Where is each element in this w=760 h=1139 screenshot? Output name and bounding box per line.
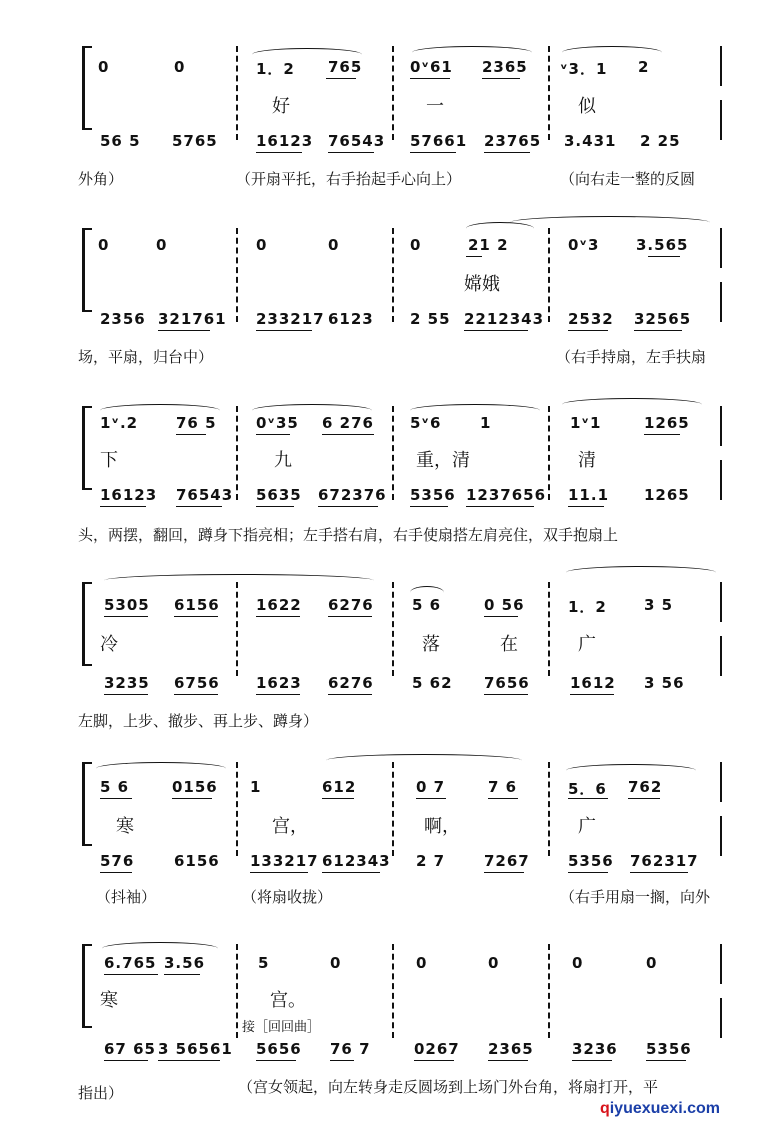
accomp-note: 2365	[488, 1040, 534, 1058]
slur	[326, 754, 522, 767]
underline	[172, 798, 212, 799]
accomp-note: 1237656	[466, 486, 547, 504]
voice-note: 5 6	[412, 596, 442, 614]
lyric: 重，清	[416, 450, 470, 471]
lyric: 在	[500, 634, 518, 655]
underline	[164, 974, 200, 975]
voice-note: 5305	[104, 596, 150, 614]
stage-direction: （向右走一整的反圆	[560, 170, 696, 188]
voice-note: 612	[322, 778, 357, 796]
accomp-note: 3 56	[644, 674, 685, 692]
barline-end	[720, 944, 722, 984]
voice-note: 1．2	[256, 60, 295, 78]
barline	[548, 762, 550, 856]
underline	[322, 872, 380, 873]
barline	[392, 944, 394, 1038]
barline	[392, 582, 394, 676]
underline	[644, 434, 680, 435]
underline	[568, 872, 608, 873]
barline	[236, 406, 238, 500]
accomp-note: 612343	[322, 852, 391, 870]
voice-note: 0	[646, 954, 658, 972]
accomp-note: 5765	[172, 132, 218, 150]
underline	[570, 694, 614, 695]
voice-note: 1ᵛ1	[570, 414, 602, 432]
barline	[236, 762, 238, 856]
underline	[628, 798, 660, 799]
accomp-note: 5356	[410, 486, 456, 504]
accomp-note: 1612	[570, 674, 616, 692]
underline	[410, 506, 448, 507]
underline	[568, 330, 608, 331]
voice-note: 1	[250, 778, 262, 796]
voice-note: 0	[330, 954, 342, 972]
underline	[250, 872, 308, 873]
underline	[568, 506, 604, 507]
system-brace	[82, 228, 91, 312]
slur	[104, 574, 374, 587]
accomp-note: 2 25	[640, 132, 681, 150]
lyric: 冷	[100, 634, 118, 655]
lyric: 一	[426, 96, 444, 117]
barline	[236, 228, 238, 322]
underline	[104, 616, 148, 617]
underline	[464, 330, 528, 331]
accomp-note: 11.1	[568, 486, 610, 504]
voice-note: 0 7	[416, 778, 446, 796]
accomp-note: 672376	[318, 486, 387, 504]
score-system-5	[0, 754, 760, 944]
voice-note: 0ᵛ61	[410, 58, 453, 76]
underline	[100, 798, 132, 799]
system-brace	[82, 762, 91, 846]
stage-direction: （右手持扇，左手扶扇	[556, 348, 707, 366]
underline	[414, 1060, 454, 1061]
lyric: 宫。	[270, 990, 306, 1011]
stage-direction: （右手用扇一搁，向外	[560, 888, 711, 906]
voice-note: 1．2	[568, 598, 607, 616]
barline	[548, 582, 550, 676]
underline	[484, 152, 530, 153]
accomp-note: 67 65	[104, 1040, 156, 1058]
slur	[566, 566, 716, 579]
accomp-note: 3236	[572, 1040, 618, 1058]
barline-end	[720, 460, 722, 500]
accomp-note: 2 7	[416, 852, 446, 870]
underline	[174, 616, 218, 617]
lyric: 宫，	[272, 816, 308, 837]
barline-end	[720, 228, 722, 268]
accomp-note: 233217	[256, 310, 325, 328]
accomp-note: 32565	[634, 310, 692, 328]
voice-note: 3 5	[644, 596, 674, 614]
accomp-note: 6156	[174, 852, 220, 870]
barline-end	[720, 762, 722, 802]
stage-direction: 外角）	[78, 170, 124, 188]
underline	[484, 616, 518, 617]
accomp-note: 76543	[176, 486, 234, 504]
voice-note: 0	[98, 236, 110, 254]
site-watermark: qiyuexuexi.com	[599, 1100, 720, 1117]
barline	[392, 762, 394, 856]
underline	[100, 506, 146, 507]
underline	[466, 506, 534, 507]
voice-note: 0	[174, 58, 186, 76]
voice-note: 5．6	[568, 780, 607, 798]
voice-note: 6 276	[322, 414, 374, 432]
underline	[104, 694, 148, 695]
underline	[484, 872, 524, 873]
accomp-note: 6123	[328, 310, 374, 328]
tune-cue: 接［回回曲］	[242, 1020, 321, 1035]
underline	[646, 1060, 686, 1061]
lyric: 啊，	[424, 816, 460, 837]
score-system-6	[0, 936, 760, 1126]
lyric: 好	[272, 96, 290, 117]
slur	[96, 762, 226, 775]
underline	[634, 330, 682, 331]
accomp-note: 321761	[158, 310, 227, 328]
underline	[322, 798, 354, 799]
score-system-2	[0, 220, 760, 410]
barline-end	[720, 100, 722, 140]
score-system-1	[0, 38, 760, 228]
slur	[562, 398, 702, 411]
underline	[256, 616, 300, 617]
slur	[510, 216, 710, 229]
underline	[630, 872, 688, 873]
barline-end	[720, 636, 722, 676]
voice-note: 3.56	[164, 954, 206, 972]
underline	[416, 798, 446, 799]
underline	[328, 152, 374, 153]
accomp-note: 2532	[568, 310, 614, 328]
barline	[236, 582, 238, 676]
underline	[328, 616, 372, 617]
underline	[174, 694, 218, 695]
underline	[104, 974, 158, 975]
voice-note: 0 56	[484, 596, 525, 614]
voice-note: 0	[156, 236, 168, 254]
voice-note: 5	[258, 954, 270, 972]
accomp-note: 5356	[646, 1040, 692, 1058]
barline	[392, 228, 394, 322]
system-brace	[82, 46, 91, 130]
underline	[104, 1060, 148, 1061]
accomp-note: 576	[100, 852, 135, 870]
barline-end	[720, 46, 722, 86]
voice-note: 2365	[482, 58, 528, 76]
barline	[548, 46, 550, 140]
lyric: 落	[422, 634, 440, 655]
system-brace	[82, 582, 91, 666]
score-system-4	[0, 574, 760, 764]
stage-direction: （将扇收拢）	[242, 888, 333, 906]
accomp-note: 5 62	[412, 674, 453, 692]
barline-end	[720, 582, 722, 622]
underline	[328, 694, 372, 695]
accomp-note: 7267	[484, 852, 530, 870]
barline	[548, 944, 550, 1038]
accomp-note: 56 5	[100, 132, 141, 150]
voice-note: 0ᵛ35	[256, 414, 299, 432]
underline	[330, 1060, 354, 1061]
accomp-note: 5356	[568, 852, 614, 870]
voice-note: 0	[98, 58, 110, 76]
accomp-note: 3.431	[564, 132, 617, 150]
stage-direction: 指出）	[78, 1084, 124, 1102]
stage-direction: 场，平扇，归台中）	[78, 348, 214, 366]
underline	[410, 78, 450, 79]
underline	[256, 330, 312, 331]
voice-note: 21 2	[468, 236, 509, 254]
underline	[158, 330, 210, 331]
voice-note: 7 6	[488, 778, 518, 796]
stage-direction: （宫女领起，向左转身走反圆场到上场门外台角，将扇打开，平	[238, 1078, 659, 1096]
voice-note: 0	[256, 236, 268, 254]
barline	[548, 406, 550, 500]
voice-note: 2	[638, 58, 650, 76]
accomp-note: 133217	[250, 852, 319, 870]
voice-note: 1265	[644, 414, 690, 432]
barline	[392, 406, 394, 500]
accomp-note: 762317	[630, 852, 699, 870]
barline-end	[720, 282, 722, 322]
voice-note: 0156	[172, 778, 218, 796]
underline	[648, 256, 680, 257]
accomp-note: 76543	[328, 132, 386, 150]
underline	[322, 434, 374, 435]
accomp-note: 2212343	[464, 310, 545, 328]
voice-note: 5ᵛ6	[410, 414, 442, 432]
accomp-note: 1623	[256, 674, 302, 692]
voice-note: 0	[410, 236, 422, 254]
underline	[256, 694, 300, 695]
accomp-note: 3235	[104, 674, 150, 692]
underline	[484, 694, 528, 695]
accomp-note: 2 55	[410, 310, 451, 328]
underline	[256, 1060, 296, 1061]
lyric: 九	[274, 450, 292, 471]
underline	[466, 256, 482, 257]
accomp-note: 1265	[644, 486, 690, 504]
voice-note: 0ᵛ3	[568, 236, 600, 254]
lyric: 寒	[116, 816, 134, 837]
system-brace	[82, 944, 91, 1028]
barline	[548, 228, 550, 322]
lyric: 广	[578, 816, 596, 837]
voice-note: 5 6	[100, 778, 130, 796]
barline	[236, 46, 238, 140]
system-brace	[82, 406, 91, 490]
accomp-note: 16123	[256, 132, 314, 150]
underline	[488, 798, 518, 799]
lyric: 似	[578, 96, 596, 117]
lyric: 嫦娥	[464, 274, 500, 295]
voice-note: 765	[328, 58, 363, 76]
voice-note: 762	[628, 778, 663, 796]
stage-direction: 左脚，上步、撤步、再上步、蹲身）	[78, 712, 319, 730]
voice-note: 76 5	[176, 414, 217, 432]
stage-direction: 头，两摆，翻回，蹲身下指亮相；左手搭右肩，右手使扇搭左肩亮住，双手抱扇上	[78, 526, 619, 544]
underline	[572, 1060, 612, 1061]
voice-note: 0	[416, 954, 428, 972]
underline	[256, 434, 290, 435]
accomp-note: 6276	[328, 674, 374, 692]
underline	[100, 872, 132, 873]
underline	[318, 506, 378, 507]
accomp-note: 6756	[174, 674, 220, 692]
underline	[256, 152, 302, 153]
accomp-note: 57661	[410, 132, 468, 150]
underline	[410, 152, 456, 153]
voice-note: 0	[572, 954, 584, 972]
score-system-3	[0, 398, 760, 588]
voice-note: 3.565	[636, 236, 689, 254]
lyric: 寒	[100, 990, 118, 1011]
accomp-note: 0267	[414, 1040, 460, 1058]
underline	[256, 506, 294, 507]
voice-note: ᵛ3．1	[560, 60, 608, 78]
stage-direction: （开扇平托，右手抬起手心向上）	[236, 170, 462, 188]
voice-note: 6156	[174, 596, 220, 614]
voice-note: 1ᵛ.2	[100, 414, 139, 432]
voice-note: 0	[488, 954, 500, 972]
slur	[566, 764, 696, 777]
voice-note: 6.765	[104, 954, 157, 972]
underline	[482, 78, 520, 79]
lyric: 广	[578, 634, 596, 655]
barline	[236, 944, 238, 1038]
underline	[568, 798, 608, 799]
barline-end	[720, 816, 722, 856]
underline	[176, 506, 222, 507]
underline	[488, 1060, 528, 1061]
accomp-note: 76 7	[330, 1040, 371, 1058]
barline-end	[720, 998, 722, 1038]
voice-note: 1622	[256, 596, 302, 614]
lyric: 清	[578, 450, 596, 471]
accomp-note: 5635	[256, 486, 302, 504]
voice-note: 6276	[328, 596, 374, 614]
underline	[326, 78, 356, 79]
accomp-note: 5656	[256, 1040, 302, 1058]
barline-end	[720, 406, 722, 446]
accomp-note: 7656	[484, 674, 530, 692]
barline	[392, 46, 394, 140]
accomp-note: 16123	[100, 486, 158, 504]
underline	[176, 434, 206, 435]
accomp-note: 23765	[484, 132, 542, 150]
accomp-note: 2356	[100, 310, 146, 328]
accomp-note: 3 56561	[158, 1040, 233, 1058]
lyric: 下	[100, 450, 118, 471]
stage-direction: （抖袖）	[96, 888, 157, 906]
underline	[158, 1060, 220, 1061]
voice-note: 0	[328, 236, 340, 254]
voice-note: 1	[480, 414, 492, 432]
